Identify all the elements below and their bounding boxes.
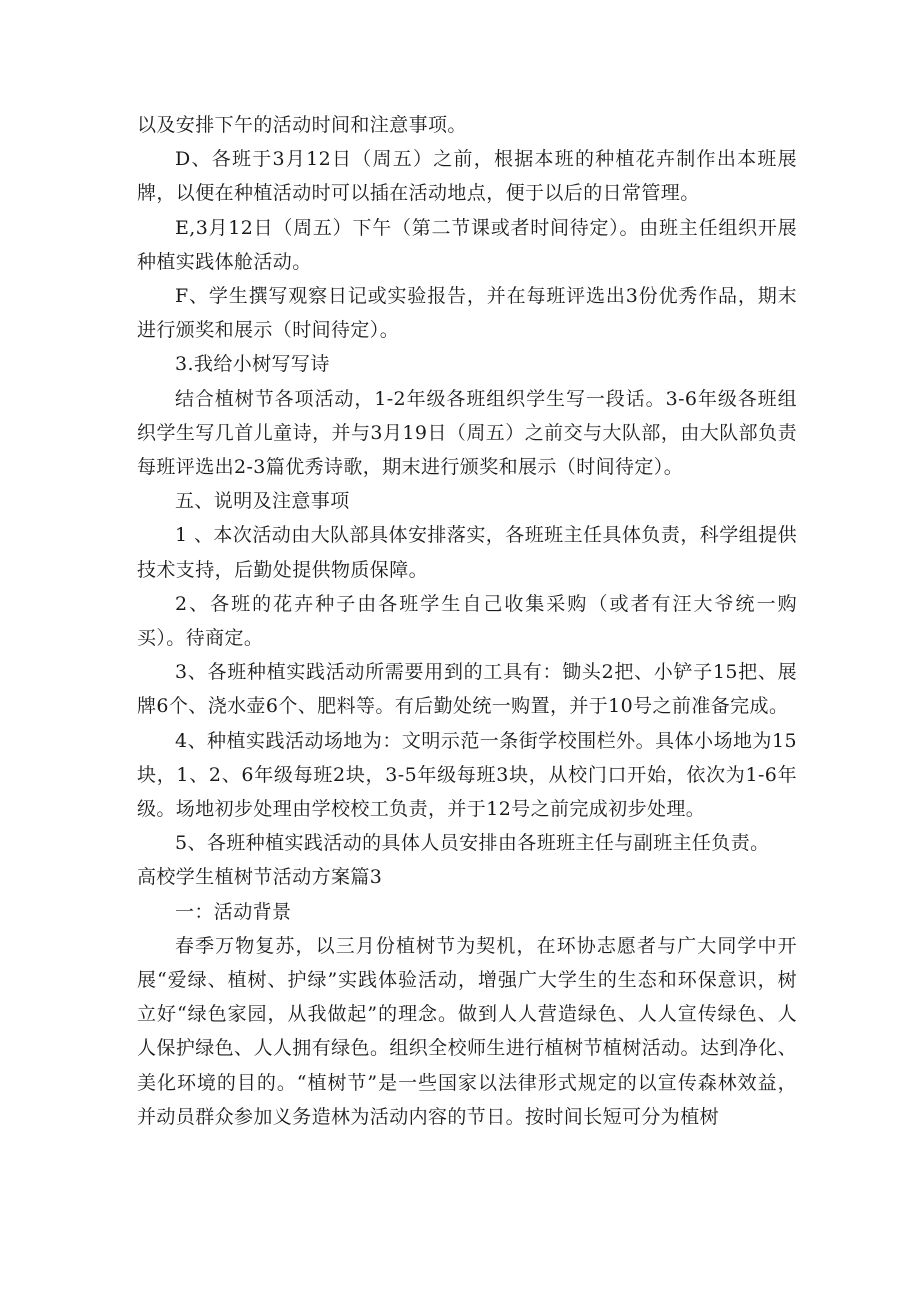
paragraph: D、各班于3月12日（周五）之前，根据本班的种植花卉制作出本班展牌，以便在种植活动时可以插在活动地点，便于以后的日常管理。 [137, 148, 797, 205]
document-body [137, 108, 797, 1134]
paragraph: 1 、本次活动由大队部具体安排落实，各班班主任具体负责，科学组提供技术支持，后勤处提供物质保障。 [137, 524, 797, 581]
paragraph: F、学生撰写观察日记或实验报告，并在每班评选出3份优秀作品，期末进行颁奖和展示（时间待定）。 [137, 285, 797, 342]
paragraph: 结合植树节各项活动，1-2年级各班组织学生写一段话。3-6年级各班组织学生写几首儿童诗，并与3月19日（周五）之前交与大队部，由大队部负责每班评选出2-3篇优秀诗歌，期末进行颁奖和展示（时间待定）。 [137, 387, 797, 479]
section-heading: 3.我给小树写写诗 [175, 353, 330, 376]
document-title: 高校学生植树节活动方案篇3 [137, 866, 383, 889]
section-heading: 一：活动背景 [175, 900, 292, 923]
paragraph: E,3月12日（周五）下午（第二节课或者时间待定）。由班主任组织开展种植实践体舱活动。 [137, 216, 797, 273]
paragraph: 3、各班种植实践活动所需要用到的工具有：锄头2把、小铲子15把、展牌6个、浇水壶6个、肥料等。有后勤处统一购置，并于10号之前准备完成。 [137, 661, 797, 718]
paragraph: 4、种植实践活动场地为：文明示范一条街学校围栏外。具体小场地为15块，1、2、6年级每班2块，3-5年级每班3块，从校门口开始，依次为1-6年级。场地初步处理由学校校工负责，并于12号之前完成初步处理。 [137, 729, 797, 821]
paragraph: 春季万物复苏，以三月份植树节为契机，在环协志愿者与广大同学中开展“爱绿、植树、护绿”实践体验活动，增强广大学生的生态和环保意识，树立好“绿色家园，从我做起”的理念。做到人人营造绿色、人人宣传绿色、人人保护绿色、人人拥有绿色。组织全校师生进行植树节植树活动。达到净化、美化环境的目的。“植树节”是一些国家以法律形式规定的以宣传森林效益，并动员群众参加义务造林为活动内容的节日。按时间长短可分为植树 [137, 934, 797, 1128]
paragraph: 2、各班的花卉种子由各班学生自己收集采购（或者有汪大爷统一购买）。待商定。 [137, 592, 797, 650]
section-heading: 五、说明及注意事项 [175, 490, 350, 513]
paragraph: 以及安排下午的活动时间和注意事项。 [137, 114, 467, 136]
paragraph: 5、各班种植实践活动的具体人员安排由各班班主任与副班主任负责。 [175, 832, 770, 855]
